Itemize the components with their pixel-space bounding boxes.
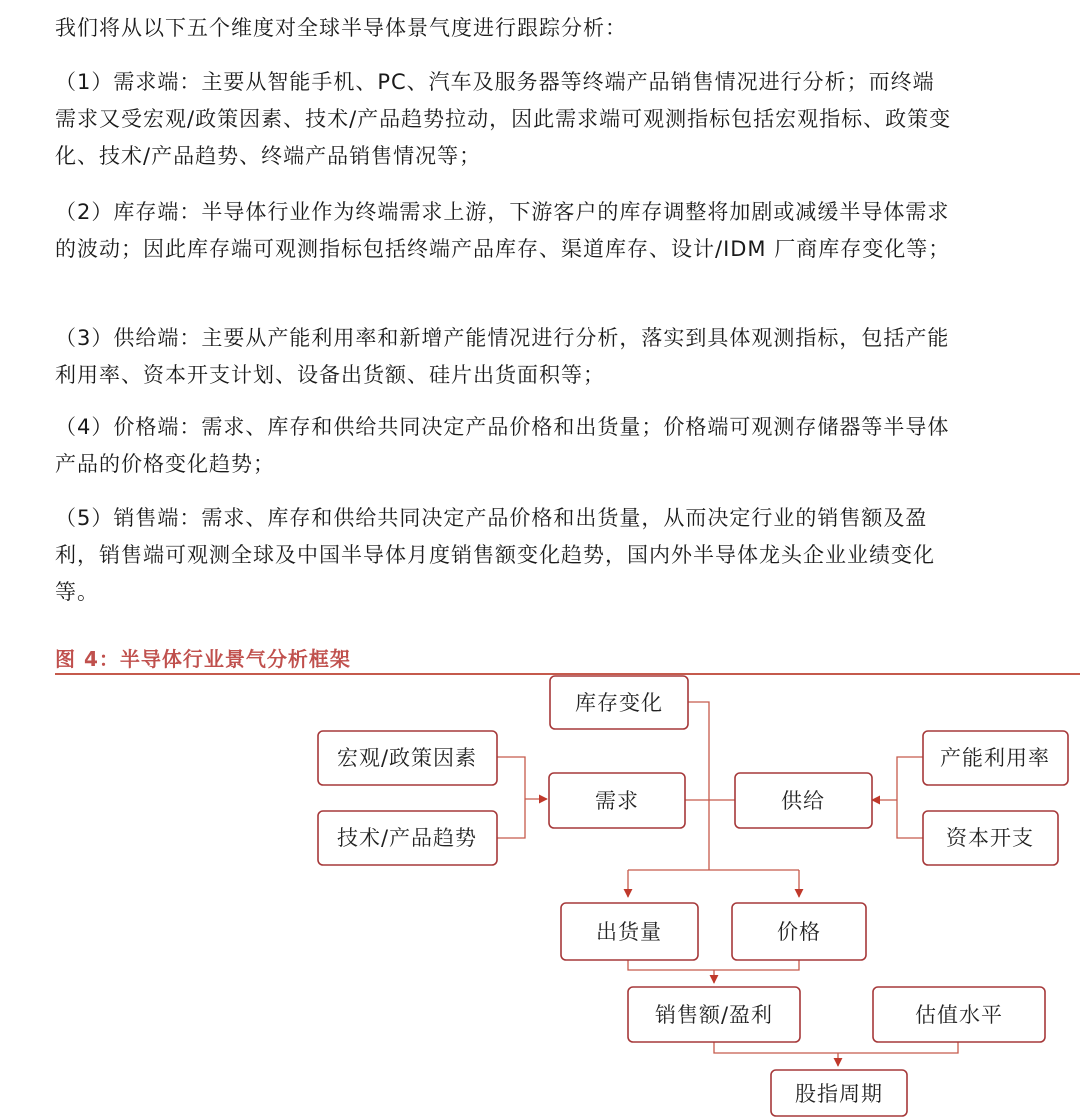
node-price xyxy=(732,903,866,960)
node-utilization-label: 产能利用率 xyxy=(940,746,1050,770)
node-price-label: 价格 xyxy=(777,920,821,944)
node-macro xyxy=(318,731,497,785)
node-sales xyxy=(628,987,800,1042)
connector-inventory-down xyxy=(688,702,709,870)
node-valuation xyxy=(873,987,1045,1042)
node-tech xyxy=(318,811,497,865)
connector-tech-demand xyxy=(497,799,525,838)
connector-macro-demand xyxy=(497,757,525,799)
node-valuation-label: 估值水平 xyxy=(915,1003,1003,1027)
paragraph-price: （4）价格端：需求、库存和供给共同决定产品价格和出货量；价格端可观测存储器等半导体产品的价格变化趋势； xyxy=(55,415,950,476)
intro-text: 我们将从以下五个维度对全球半导体景气度进行跟踪分析： xyxy=(55,16,627,40)
node-inventory-label: 库存变化 xyxy=(575,691,663,715)
node-demand xyxy=(549,773,685,828)
node-demand-label: 需求 xyxy=(595,789,639,813)
figure-title: 图 4：半导体行业景气分析框架 xyxy=(55,647,351,671)
node-macro-label: 宏观/政策因素 xyxy=(336,746,478,770)
paragraph-inventory: （2）库存端：半导体行业作为终端需求上游，下游客户的库存调整将加剧或减缓半导体需求的波动；因此库存端可观测指标包括终端产品库存、渠道库存、设计/IDM 厂商库存变化等； xyxy=(55,200,951,261)
node-tech-label: 技术/产品趋势 xyxy=(336,826,478,850)
connector-utilization-supply xyxy=(897,757,923,800)
connector-shipment-sales xyxy=(628,960,799,970)
node-supply xyxy=(735,773,872,828)
connector-capex-supply xyxy=(897,800,923,838)
node-inventory xyxy=(550,676,688,729)
node-index-cycle-label: 股指周期 xyxy=(795,1082,883,1106)
node-capex xyxy=(923,811,1058,865)
paragraph-supply: （3）供给端：主要从产能利用率和新增产能情况进行分析，落实到具体观测指标，包括产能利用率、资本开支计划、设备出货额、硅片出货面积等； xyxy=(55,326,950,387)
node-index-cycle xyxy=(771,1070,907,1116)
node-sales-label: 销售额/盈利 xyxy=(654,1003,774,1027)
node-supply-label: 供给 xyxy=(781,789,825,813)
connector-sales-valuation xyxy=(714,1042,958,1053)
paragraph-sales: （5）销售端：需求、库存和供给共同决定产品价格和出货量，从而决定行业的销售额及盈利，销售端可观测全球及中国半导体月度销售额变化趋势，国内外半导体龙头企业业绩变化等。 xyxy=(55,506,935,604)
node-utilization xyxy=(923,731,1068,785)
node-capex-label: 资本开支 xyxy=(946,826,1034,850)
paragraph-demand: （1）需求端：主要从智能手机、PC、汽车及服务器等终端产品销售情况进行分析；而终端需求又受宏观/政策因素、技术/产品趋势拉动，因此需求端可观测指标包括宏观指标、政策变化、技术/产品趋势、终端产品销售情况等； xyxy=(55,70,952,168)
node-shipment-label: 出货量 xyxy=(596,920,662,944)
node-shipment xyxy=(561,903,698,960)
